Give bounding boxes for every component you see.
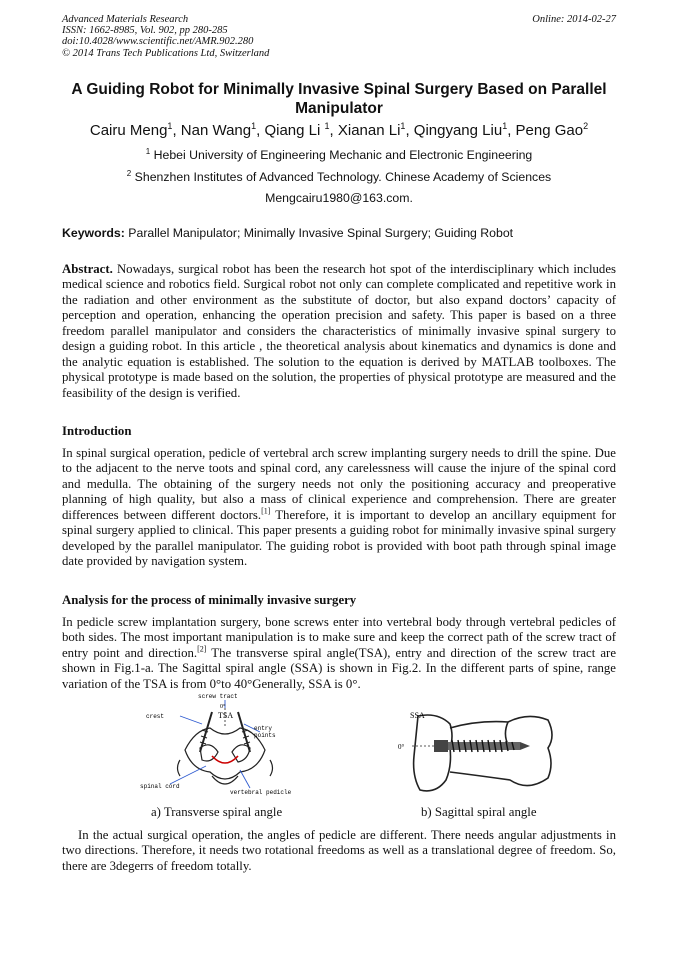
vertebra-side-drawing xyxy=(414,715,552,791)
analysis-paragraph xyxy=(62,615,616,692)
author-affiliation-mark: 1 xyxy=(400,121,406,131)
screw-drawing xyxy=(434,740,530,752)
copyright: © 2014 Trans Tech Publications Ltd, Switzerland xyxy=(62,47,270,59)
paragraph-text: Therefore, it is important to develop an ancillary equipment for spinal surgery applied to clinical. This paper presents a guiding robot for minimally invasive spinal surgery developed by the parallel manipulator. The guiding robot is provided with boot path through spinal image date provided by navigation system. xyxy=(62,507,617,569)
label-points: points xyxy=(254,732,276,739)
label-crest: crest xyxy=(146,713,165,720)
paper-title: A Guiding Robot for Minimally Invasive Spinal Surgery Based on Parallel Manipulator xyxy=(71,81,607,117)
affiliation xyxy=(30,148,648,163)
author-affiliation-mark: 1 xyxy=(251,121,257,131)
label-zero-degree: 0° xyxy=(398,743,405,751)
keywords-label: Keywords: xyxy=(62,226,125,240)
spinal-canal-marker xyxy=(212,756,238,763)
author: Peng Gao xyxy=(515,122,584,139)
abstract-text: Nowadays, surgical robot has been the research hot spot of the interdisciplinary which includes medical science and robotics field. Surgical robot not only can complete complicated and repetitive work in the radiation and other environment as the substitute of doctor, but also expand doctors’ capacity of perception and operation, enhancing the operation precision and safety. This paper is based on a three freedom parallel manipulator and considers the characteristics of minimally invasive spinal surgery to design a guiding robot. In this article , the theoretical analysis about kinematics and dynamics is done and the analytic equation is established. The solution to the equation is derived by MATLAB toolboxes. The physical prototype is made based on the solution, the properties of physical prototype are measured and the feasibility of the design is verified. xyxy=(62,262,616,400)
author: Nan Wang xyxy=(180,122,252,139)
keywords xyxy=(62,226,622,240)
label-ssa: SSA xyxy=(410,711,425,720)
introduction-paragraph xyxy=(62,446,616,570)
figure-caption-b: b) Sagittal spiral angle xyxy=(421,805,537,819)
author-affiliation-mark: 1 xyxy=(167,121,173,131)
journal-header xyxy=(62,14,616,59)
author: Qiang Li xyxy=(264,122,325,139)
author-list: Cairu Meng$^1$, Nan Wang$^1$, Qiang Li $^1$, Xianan Li$^1$, Qingyang Liu$^1$, Peng Gao$^2$ xyxy=(89,121,589,139)
affiliation-mark: 2 xyxy=(126,168,132,178)
figure-transverse-spiral-angle xyxy=(140,690,310,800)
author-affiliation-mark: 1 xyxy=(324,121,330,131)
section-heading-analysis: Analysis for the process of minimally invasive surgery xyxy=(62,593,357,607)
author: Cairu Meng xyxy=(89,122,168,139)
label-vertebral-pedicle: vertebral pedicle xyxy=(230,789,292,796)
author: Qingyang Liu xyxy=(413,122,503,139)
issn: ISSN: 1662-8985, Vol. 902, pp 280-285 xyxy=(62,25,228,37)
author-email: Mengcairu1980@163.com. xyxy=(265,191,413,205)
affiliation-text: Hebei University of Engineering Mechanic and Electronic Engineering xyxy=(153,148,533,162)
citation: [1] xyxy=(261,506,271,516)
paragraph-text: In spinal surgical operation, pedicle of vertebral arch screw implanting surgery needs to drill the spine. Due to the adjacent to the nerve toots and spinal cord, any carelessness will cause the injure of the spinal cord and medulla. The obtaining of the surgery needs not only the positioning accuracy and preoperative planning of high quality, but also a mass of clinical experience and comprehension. There are greater differences between different doctors. xyxy=(62,446,616,522)
section-heading-introduction: Introduction xyxy=(62,424,132,438)
body-paragraph: In the actual surgical operation, the angles of pedicle are different. There needs angular adjustments in two directions. Therefore, it needs two rotational freedoms as well as a translational degree of freedom. So, there are 3degerrs of freedom totally. xyxy=(62,828,616,873)
screw-left xyxy=(200,712,212,752)
label-zero-degree: 0° xyxy=(220,704,226,710)
keywords-text: Parallel Manipulator; Minimally Invasive Spinal Surgery; Guiding Robot xyxy=(128,226,514,240)
paragraph-text: In pedicle screw implantation surgery, bone screws enter into vertebral body through vertebral pedicles of both sides. The most important manipulation is to make sure and keep the correct path of the screw tract of entry point and direction. xyxy=(62,615,616,660)
author: Xianan Li xyxy=(337,122,401,139)
affiliation xyxy=(30,170,648,185)
screw-right xyxy=(238,712,250,752)
affiliation-mark: 1 xyxy=(145,146,151,156)
paragraph-text: The transverse spiral angle(TSA), entry and direction of the screw tract are shown in Fig.1-a. The Sagittal spiral angle (SSA) is shown in Fig.2. In the different parts of spine, range variation of the TSA is from 0°to 40°Generally, SSA is 0°. xyxy=(62,645,616,691)
pointer-lines xyxy=(170,700,260,788)
label-tsa: TSA xyxy=(218,711,234,720)
label-spinal-cord: spinal cord xyxy=(140,783,180,790)
journal-name: Advanced Materials Research xyxy=(62,14,189,25)
affiliation-text: Shenzhen Institutes of Advanced Technology. Chinese Academy of Sciences xyxy=(134,170,552,184)
author-affiliation-mark: 2 xyxy=(583,121,589,131)
online-date: Online: 2014-02-27 xyxy=(532,14,616,25)
label-entry: entry xyxy=(254,725,273,732)
figure-caption-a: a) Transverse spiral angle xyxy=(151,805,283,819)
figure-sagittal-spiral-angle xyxy=(398,706,566,800)
doi: doi:10.4028/www.scientific.net/AMR.902.280 xyxy=(62,36,254,48)
abstract-label: Abstract. xyxy=(62,262,113,276)
label-screw-tract: screw tract xyxy=(198,693,238,700)
citation: [2] xyxy=(197,644,207,654)
abstract xyxy=(62,262,616,401)
author-affiliation-mark: 1 xyxy=(502,121,508,131)
